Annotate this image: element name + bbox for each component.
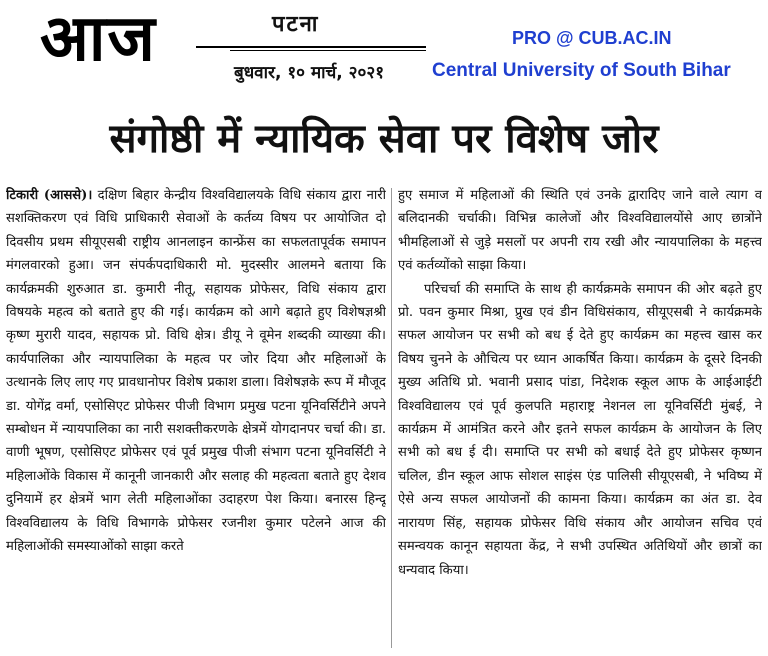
newspaper-logo: आज [40, 2, 157, 76]
article-column-right [398, 184, 762, 652]
article-paragraph: परिचर्चा की समाप्ति के साथ ही कार्यक्रमके समापन की ओर बढ़ते हुए प्रो. पवन कुमार मिश्रा, प्रुख एवं डीन विधिसंकाय, सीयूएसबी ने कार्यक्रमके सफल आयोजन पर सभी को बध ई देते हुए कार्यक्रम का महत्त्व खास कर विषय चुनने के औचित्य पर ध्यान आकर्षित किया। कार्यक्रम के दूसरे दिनकी मुख्य अतिथि प्रो. भवानी प्रसाद पांडा, निदेशक स्कूल आफ के आईआईटी विश्वविद्यालय एवं पूर्व कुलपति महाराष्ट्र नेशनल ला यूनिवर्सिटी मुंबई, ने कार्यक्रम में आमंत्रित करने और इतने सफल कार्यक्रम के आयोजन के लिए सभी को बध ई दी। समाप्ति पर सभी को बधाई देते हुए प्रोफेसर कृष्णन चलिल, डीन स्कूल आफ सोशल साइंस एंड पालिसी सीयूएसबी, ने भविष्य में ऐसे अन्य सफल आयोजनों की कामना किया। कार्यक्रम का अंत डा. देव नारायण सिंह, सहायक प्रोफेसर विधि संकाय और आयोजन सचिव एवं समन्वयक कानून सहायता केंद्र, ने सभी उपस्थित अतिथियों और छात्रों का धन्यवाद किया। [398, 281, 762, 578]
article-dateline: टिकारी (आससे)। [6, 188, 93, 203]
article-paragraph [6, 184, 386, 559]
article-headline: संगोष्ठी में न्यायिक सेवा पर विशेष जोर [109, 116, 659, 162]
article-paragraph: हुए समाज में महिलाओं की स्थिति एवं उनके द्वारादिए जाने वाले त्याग व बलिदानकी चर्चाकी। विभिन्न कालेजों और विश्वविद्यालयोंसे आए छात्रोंने भीमहिलाओं से जुड़े मसलों पर अपनी राय रखी और न्यायपालिका के महत्त्व एवं कर्तव्योंको साझा किया। [398, 188, 762, 274]
article-body-left: दक्षिण बिहार केन्द्रीय विश्वविद्यालयके विधि संकाय द्वारा नारी सशक्तिकरण एवं विधि प्राधिकारी सेवाओं के कर्तव्य विषय पर आयोजित दो दिवसीय प्रथम सीयूएसबी राष्ट्रीय आनलाइन कान्फ्रेंस का सफलतापूर्वक समापन मंगलवारको हुआ। जन संपर्कपदाधिकारी मो. मुदस्सीर आलमने बताया कि कार्यक्रमकी शुरुआत डा. कुमारी नीतू, सहायक प्रोफेसर, विधि संकाय द्वारा विषयके महत्व को बताते हुए की गई। कार्यक्रम को आगे बढ़ाते हुए विशेषज्ञश्री कृष्ण मुरारी यादव, सहायक प्रो. विधि क्षेत्र। डीयू ने वूमेन शब्दकी व्याख्या की। कार्यपालिका और न्यायपालिका के महत्व पर जोर दिया और महिलाओं के उत्थानके लिए लाए गए प्रावधानोपर विशेष प्रकाश डाला। विशेषज्ञके रूप में मौजूद डा. योगेंद्र वर्मा, एसोसिएट प्रोफेसर पीजी विभाग प्रमुख पटना यूनिवर्सिटीने अपने सम्बोधन में न्यायपालिका का नारी सशक्तीकरणके क्षेत्रमें योगदानपर चर्चा की। डा. वाणी भूषण, एसोसिएट प्रोफेसर एवं पूर्व प्रमुख पीजी संभाग पटना यूनिवर्सिटी ने महिलाओंके विकास में कानूनी जानकारी और सलाह की महत्वता बताते हुए देशव दुनियामें हर क्षेत्रमें भाग लेती महिलाओंका उदाहरण पेश किया। बनारस हिन्दू विश्वविद्यालय के विधि विभागके प्रोफेसर रजनीश कुमार पटेलने आज की महिलाओंकी समस्याओंको साझा करते [6, 188, 386, 555]
article-column-left [6, 184, 386, 652]
edition-city: पटना [272, 12, 320, 37]
university-name: Central University of South Bihar [432, 60, 731, 81]
publication-date: बुधवार, १० मार्च, २०२१ [234, 63, 385, 83]
masthead-rule [196, 46, 426, 48]
pro-credit: PRO @ CUB.AC.IN [512, 28, 672, 48]
column-divider [391, 188, 392, 648]
masthead-rule-thin [230, 50, 426, 51]
